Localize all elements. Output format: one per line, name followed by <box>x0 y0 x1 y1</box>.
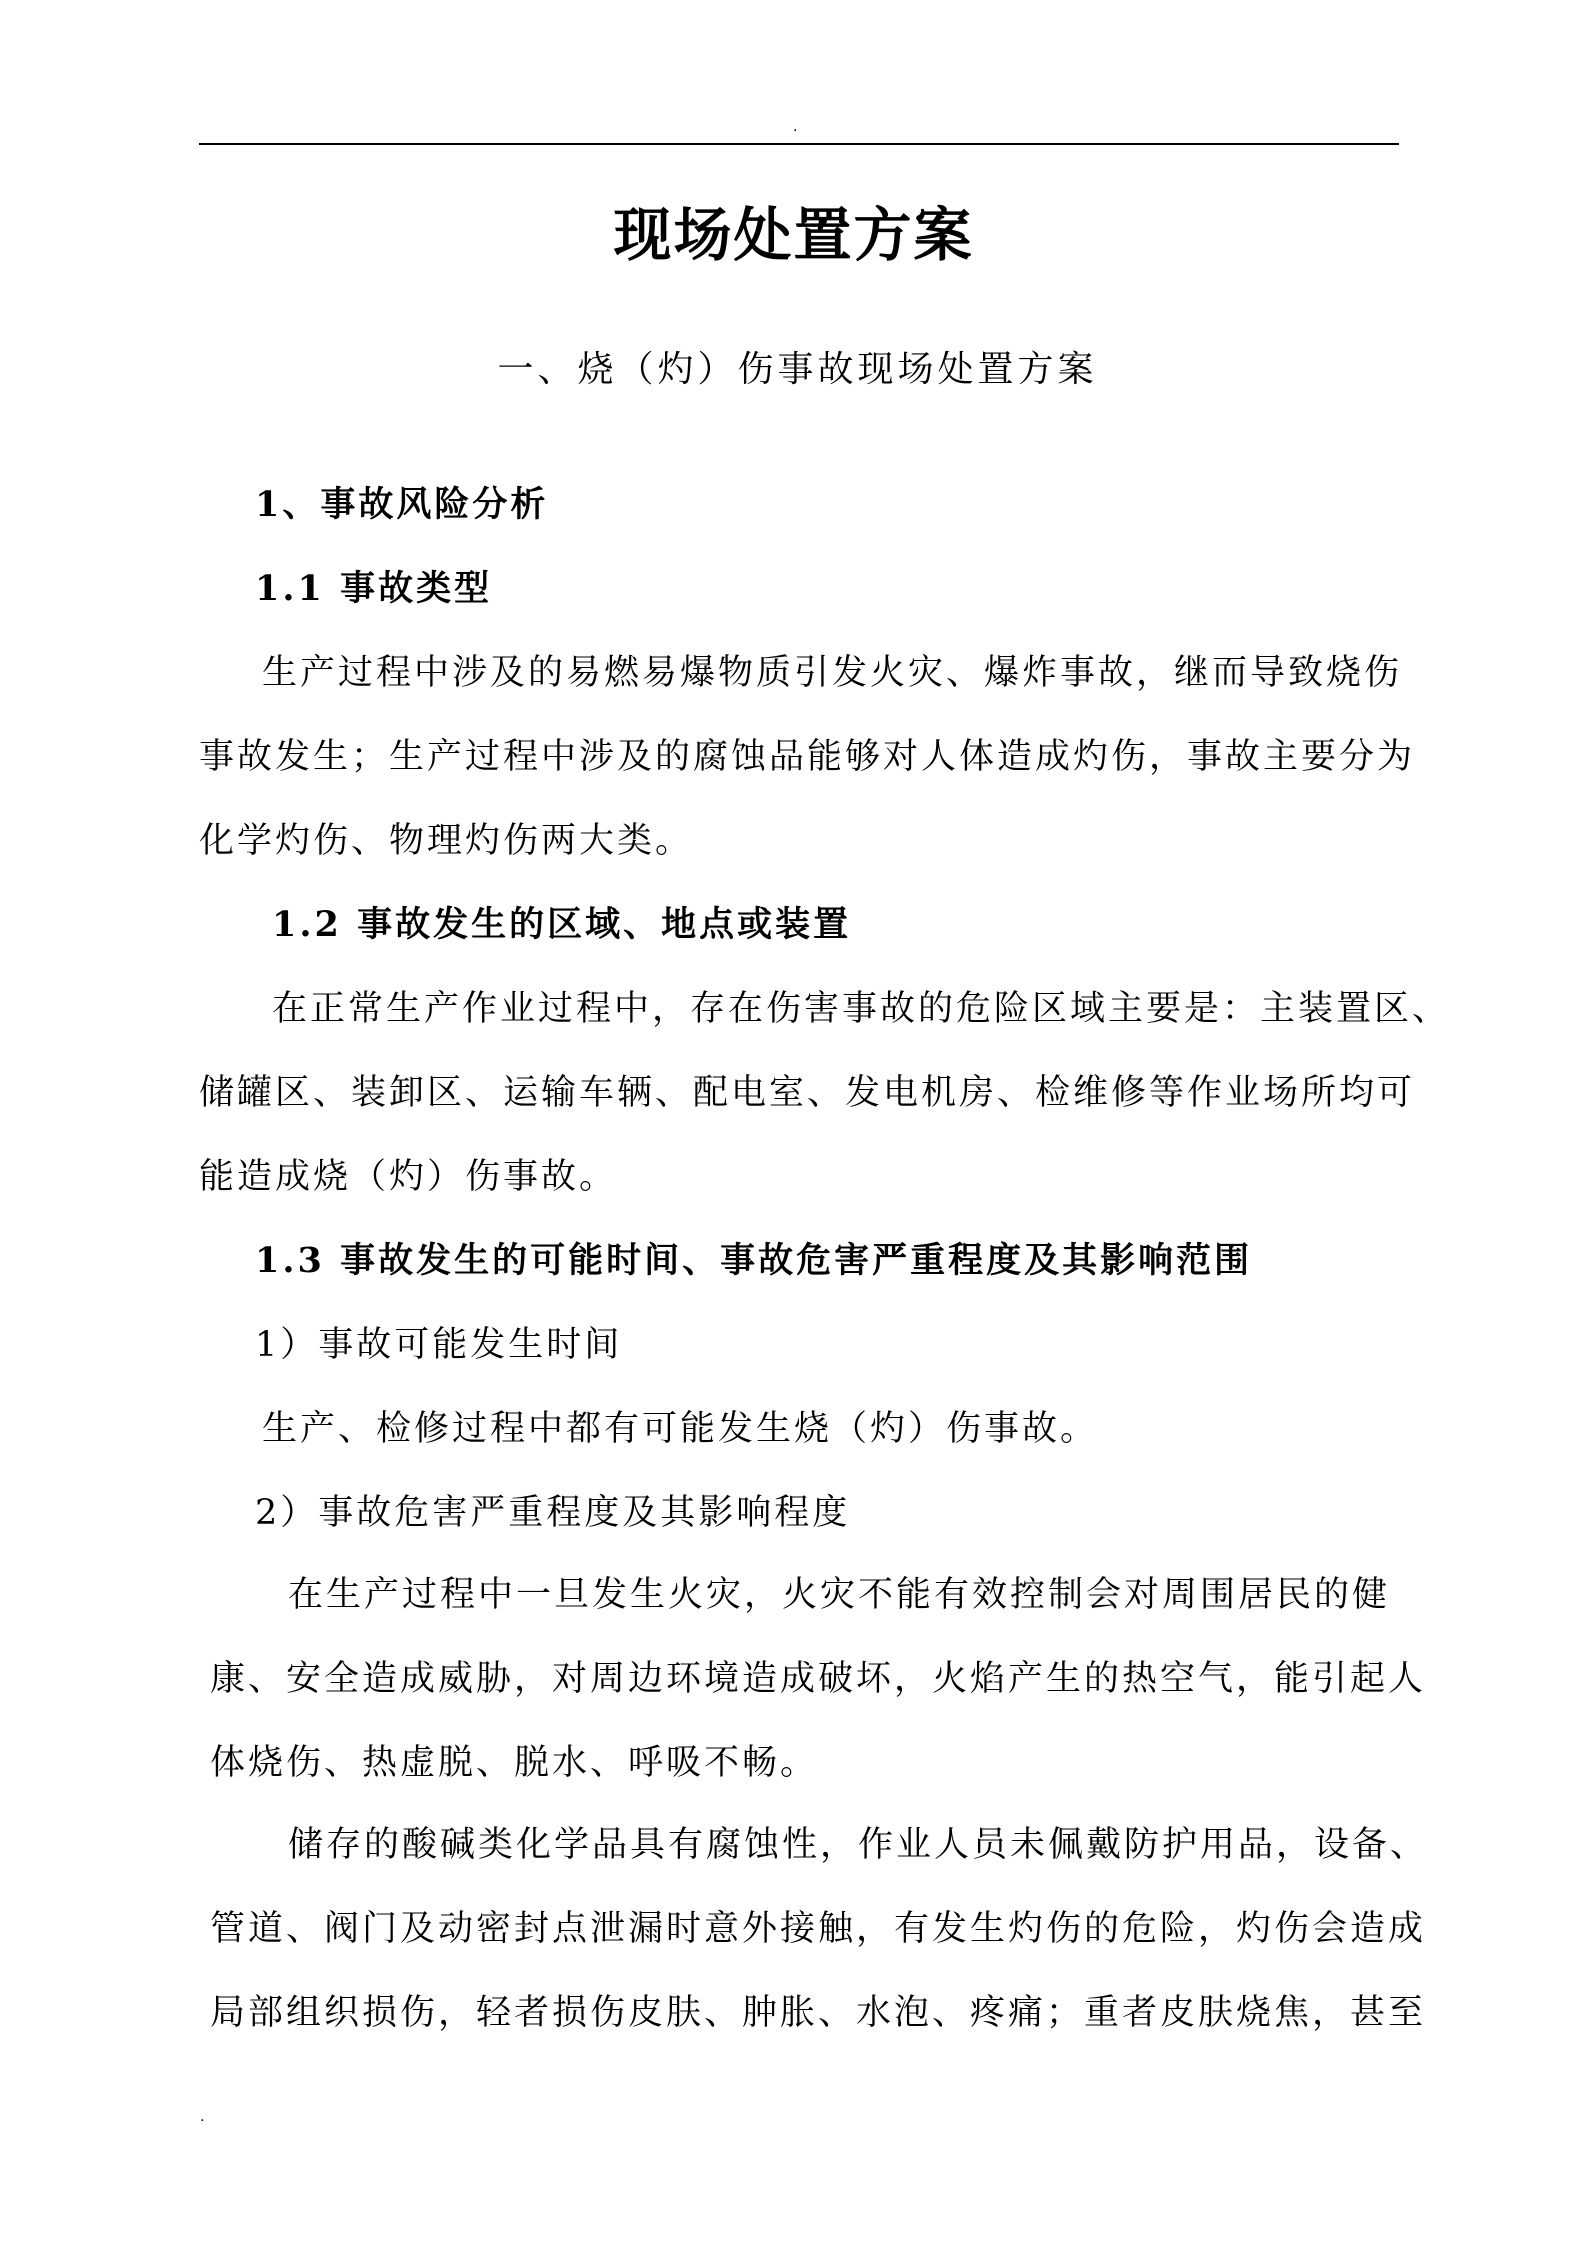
header-rule <box>199 143 1399 145</box>
paragraph-line: 能造成烧（灼）伤事故。 <box>199 1157 618 1197</box>
paragraph-line: 生产、检修过程中都有可能发生烧（灼）伤事故。 <box>262 1409 1099 1449</box>
list-item: 1）事故可能发生时间 <box>255 1325 623 1365</box>
paragraph-line: 储罐区、装卸区、运输车辆、配电室、发电机房、检维修等作业场所均可 <box>199 1073 1416 1113</box>
heading-risk-analysis: 1、事故风险分析 <box>255 484 549 525</box>
list-item: 2）事故危害严重程度及其影响程度 <box>255 1493 851 1533</box>
section-title: 一、烧（灼）伤事故现场处置方案 <box>497 349 1098 390</box>
paragraph-line: 在正常生产作业过程中，存在伤害事故的危险区域主要是：主装置区、 <box>272 989 1451 1029</box>
document-title: 现场处置方案 <box>613 201 974 269</box>
paragraph-line: 事故发生；生产过程中涉及的腐蚀品能够对人体造成灼伤，事故主要分为 <box>199 737 1416 777</box>
heading-accident-types: 1.1 事故类型 <box>255 568 493 609</box>
paragraph-line: 局部组织损伤，轻者损伤皮肤、肿胀、水泡、疼痛；重者皮肤烧焦，甚至 <box>210 1993 1427 2033</box>
paragraph-line: 体烧伤、热虚脱、脱水、呼吸不畅。 <box>210 1743 819 1783</box>
paragraph-line: 在生产过程中一旦发生火灾，火灾不能有效控制会对周围居民的健 <box>288 1575 1391 1615</box>
paragraph-line: 储存的酸碱类化学品具有腐蚀性，作业人员未佩戴防护用品，设备、 <box>288 1825 1429 1865</box>
heading-accident-areas: 1.2 事故发生的区域、地点或装置 <box>272 904 852 945</box>
paragraph-line: 管道、阀门及动密封点泄漏时意外接触，有发生灼伤的危险，灼伤会造成 <box>210 1909 1427 1949</box>
paragraph-line: 生产过程中涉及的易燃易爆物质引发火灾、爆炸事故，继而导致烧伤 <box>262 653 1403 693</box>
header-mark: . <box>793 119 798 135</box>
paragraph-line: 化学灼伤、物理灼伤两大类。 <box>199 821 694 861</box>
heading-accident-timing-severity: 1.3 事故发生的可能时间、事故危害严重程度及其影响范围 <box>255 1240 1253 1281</box>
paragraph-line: 康、安全造成威胁，对周边环境造成破坏，火焰产生的热空气，能引起人 <box>210 1659 1427 1699</box>
footer-mark: . <box>200 2109 205 2125</box>
